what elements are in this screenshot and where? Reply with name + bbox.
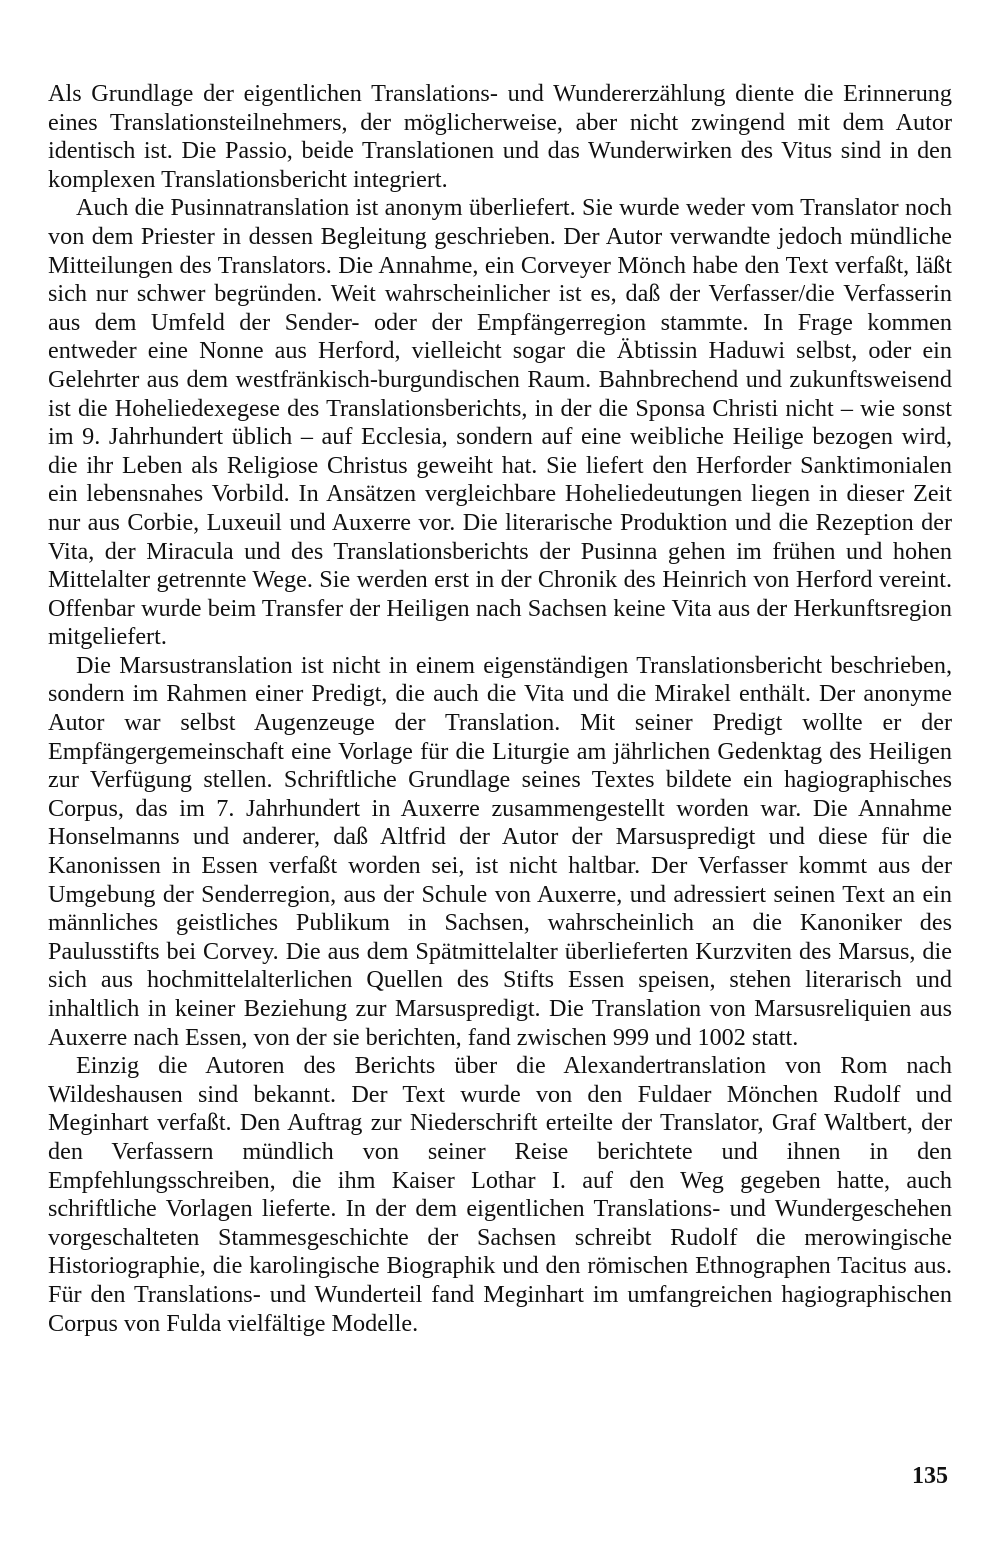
paragraph-2: Auch die Pusinnatranslation ist anonym überliefert. Sie wurde weder vom Translator noch von dem Priester in dessen Begleitung geschrieben. Der Autor verwandte jedoch mündliche Mitteilungen des Translators. Die Annahme, ein Corveyer Mönch habe den Text verfaßt, läßt sich nur schwer begründen. Weit wahrscheinlicher ist es, daß der Verfasser/die Verfasserin aus dem Umfeld der Sender- oder der Empfängerregion stammte. In Frage kommen entweder eine Nonne aus Herford, vielleicht sogar die Äbtissin Haduwi selbst, oder ein Gelehrter aus dem westfränkisch-burgundischen Raum. Bahnbrechend und zukunftsweisend ist die Hoheliedexegese des Translationsberichts, in der die Sponsa Christi nicht – wie sonst im 9. Jahrhundert üblich – auf Ecclesia, sondern auf eine weibliche Heilige bezogen wird, die ihr Leben als Religiose Christus geweiht hat. Sie liefert den Herforder Sanktimonialen ein lebensnahes Vorbild. In Ansätzen vergleichbare Hoheliedeutungen liegen in dieser Zeit nur aus Corbie, Luxeuil und Auxerre vor. Die literarische Produktion und die Rezeption der Vita, der Miracula und des Translationsberichts der Pusinna gehen im frühen und hohen Mittelalter getrennte Wege. Sie werden erst in der Chronik des Heinrich von Herford vereint. Offenbar wurde beim Transfer der Heiligen nach Sachsen keine Vita aus der Herkunftsregion mitgeliefert.: [48, 194, 952, 651]
document-page: [48, 80, 952, 1520]
page-number: 135: [912, 1463, 948, 1489]
paragraph-4: Einzig die Autoren des Berichts über die Alexandertranslation von Rom nach Wildeshausen sind bekannt. Der Text wurde von den Fuldaer Mönchen Rudolf und Meginhart verfaßt. Den Auftrag zur Niederschrift erteilte der Translator, Graf Waltbert, der den Verfassern mündlich von seiner Reise berichtete und ihnen in den Empfehlungsschreiben, die ihm Kaiser Lothar I. auf den Weg gegeben hatte, auch schriftliche Vorlagen lieferte. In der dem eigentlichen Translations- und Wundergeschehen vorgeschalteten Stammesgeschichte der Sachsen schreibt Rudolf die merowingische Historiographie, die karolingische Biographik und den römischen Ethnographen Tacitus aus. Für den Translations- und Wunderteil fand Meginhart im umfangreichen hagiographischen Corpus von Fulda vielfältige Modelle.: [48, 1052, 952, 1337]
paragraph-1: Als Grundlage der eigentlichen Translations- und Wundererzählung diente die Erinnerung eines Translationsteilnehmers, der möglicherweise, aber nicht zwingend mit dem Autor identisch ist. Die Passio, beide Translationen und das Wunderwirken des Vitus sind in den komplexen Translationsbericht integriert.: [48, 80, 952, 193]
body-text: [48, 80, 952, 1338]
paragraph-3: Die Marsustranslation ist nicht in einem eigenständigen Translationsbericht beschrieben, sondern im Rahmen einer Predigt, die auch die Vita und die Mirakel enthält. Der anonyme Autor war selbst Augenzeuge der Translation. Mit seiner Predigt wollte er der Empfängergemeinschaft eine Vorlage für die Liturgie am jährlichen Gedenktag des Heiligen zur Verfügung stellen. Schriftliche Grundlage seines Textes bildete ein hagiographisches Corpus, das im 7. Jahrhundert in Auxerre zusammengestellt worden war. Die Annahme Honselmanns und anderer, daß Altfrid der Autor der Marsuspredigt und diese für die Kanonissen in Essen verfaßt worden sei, ist nicht haltbar. Der Verfasser kommt aus der Umgebung der Senderregion, aus der Schule von Auxerre, und adressiert seinen Text an ein männliches geistliches Publikum in Sachsen, wahrscheinlich an die Kanoniker des Paulusstifts bei Corvey. Die aus dem Spätmittelalter überlieferten Kurzviten des Marsus, die sich aus hochmittelalterlichen Quellen des Stifts Essen speisen, stehen literarisch und inhaltlich in keiner Beziehung zur Marsuspredigt. Die Translation von Marsusreliquien aus Auxerre nach Essen, von der sie berichten, fand zwischen 999 und 1002 statt.: [48, 651, 952, 1051]
